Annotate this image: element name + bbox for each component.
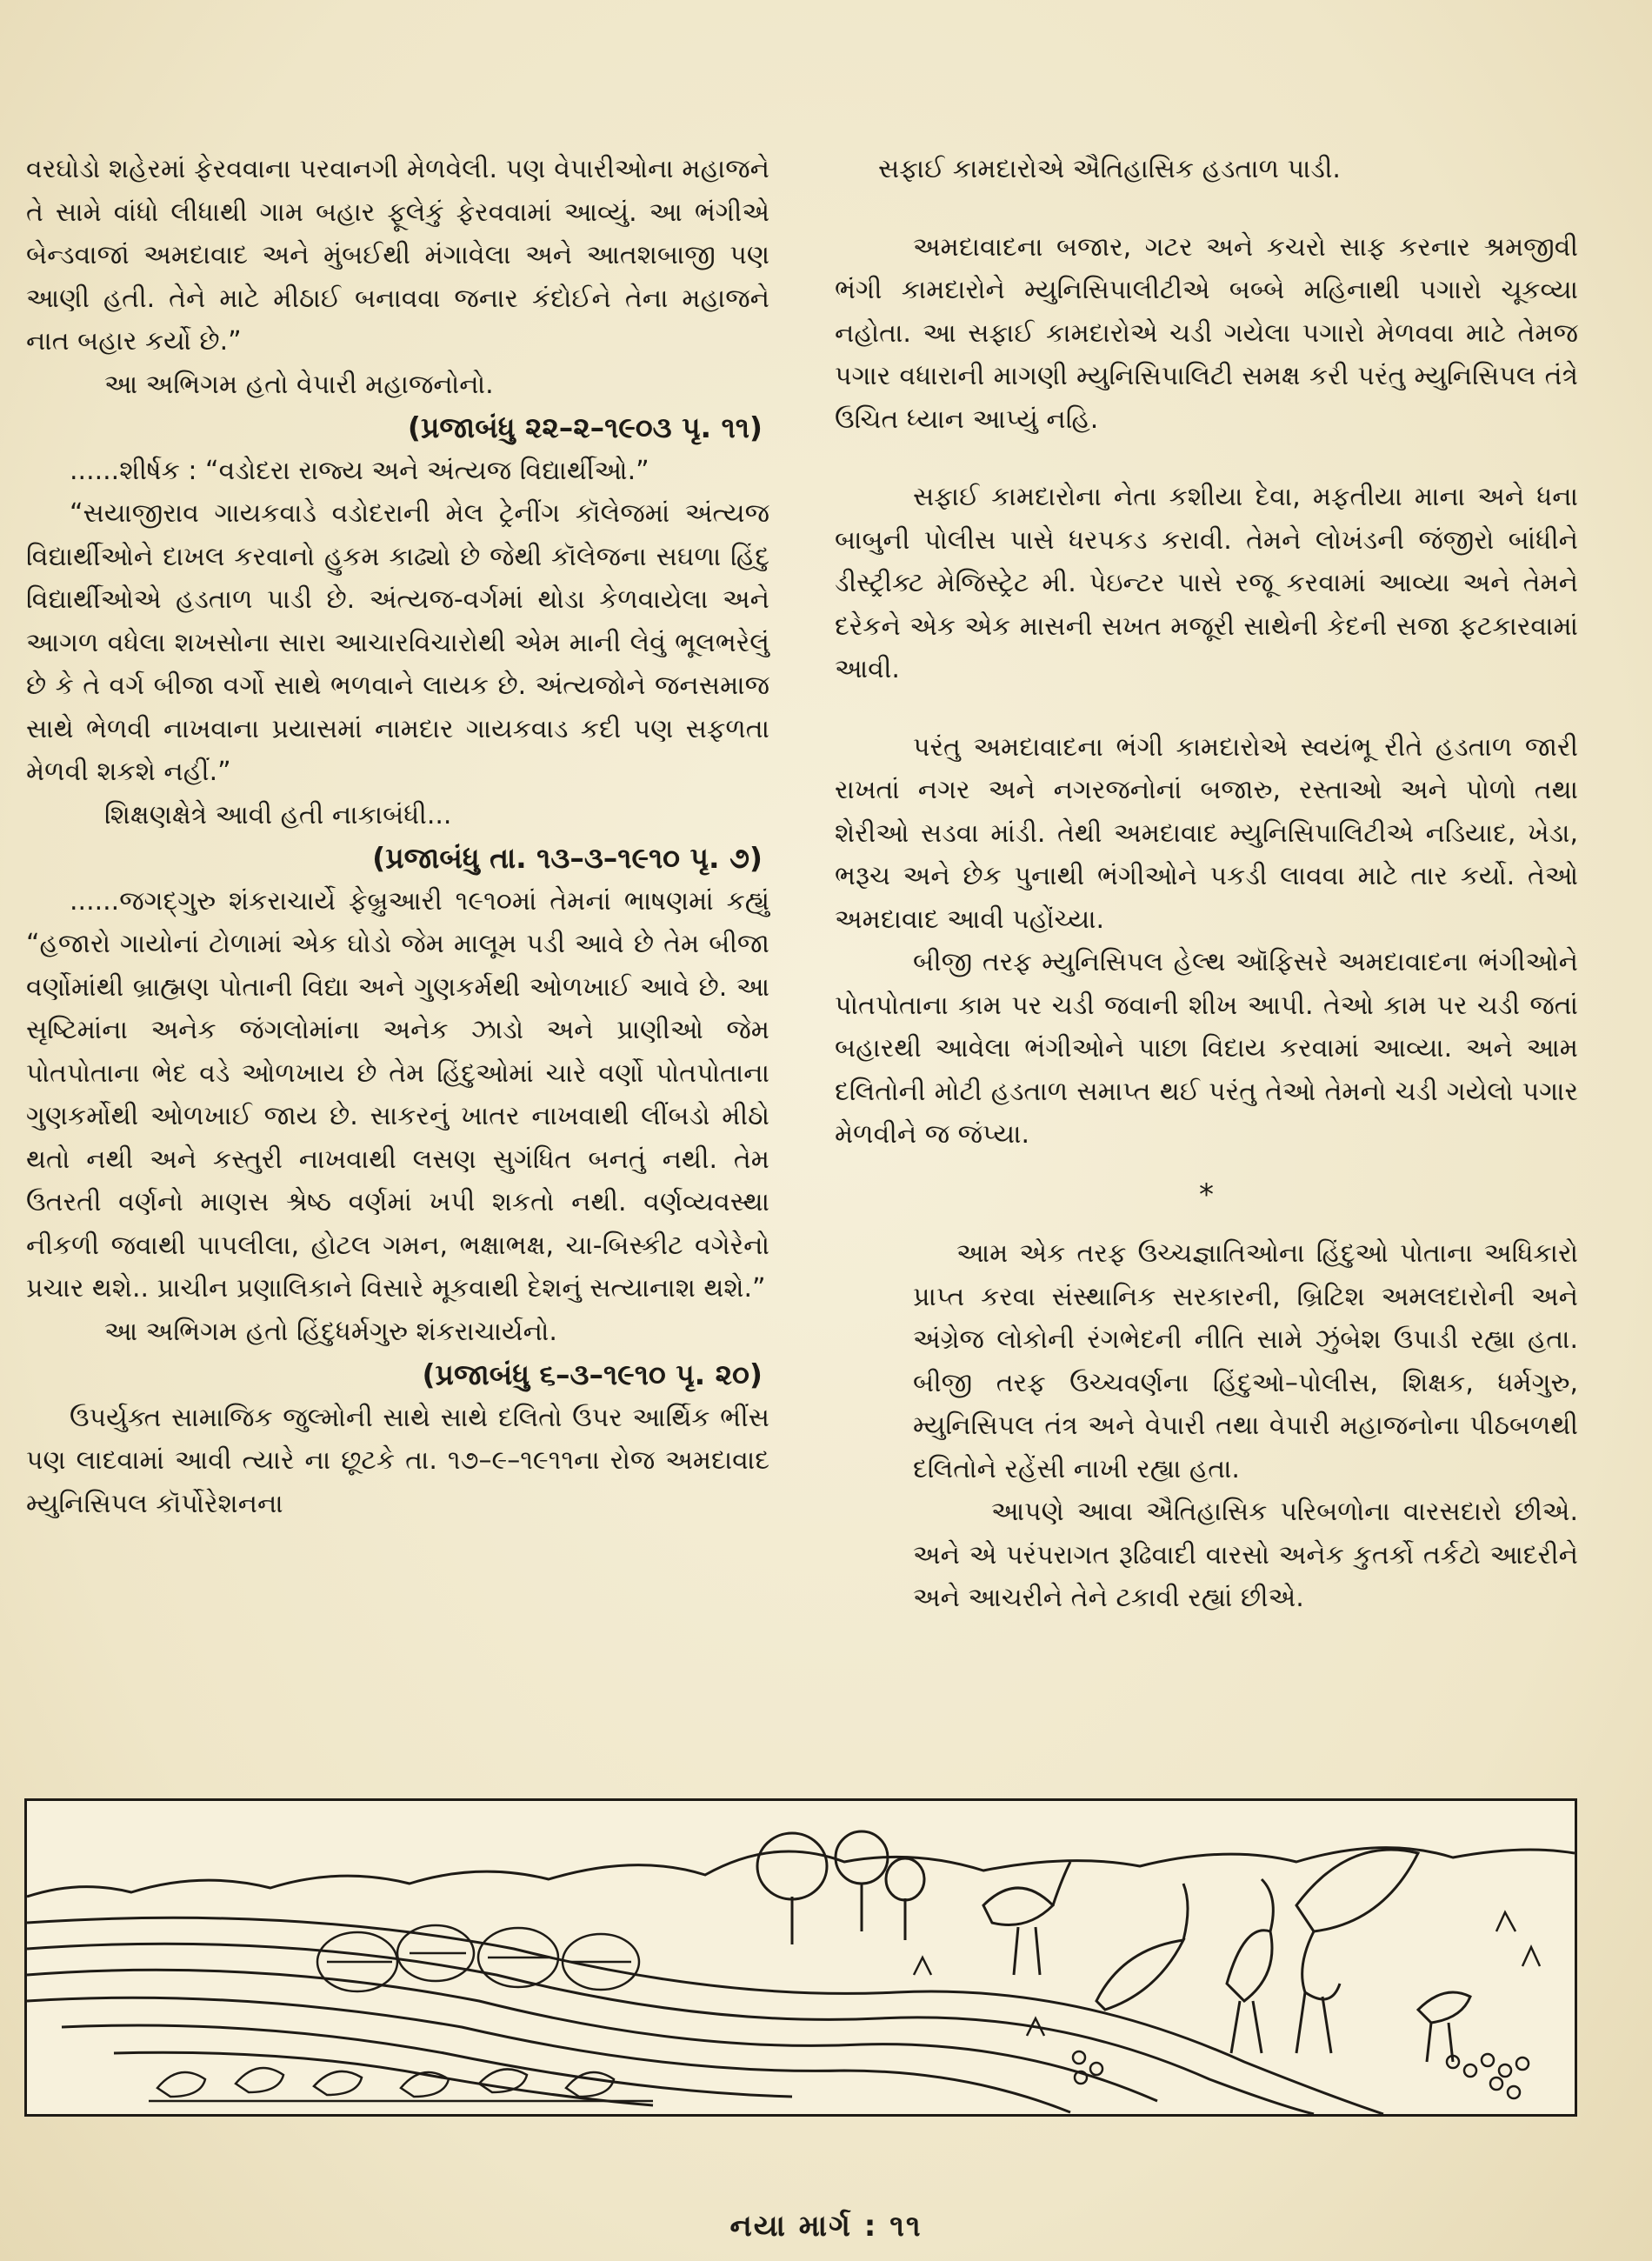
paragraph: અમદાવાદના બજાર, ગટર અને કચરો સાફ કરનાર શ્રમજીવી ભંગી કામદારોને મ્યુનિસિપાલીટીએ બબ્બે મહિનાથી પગારો ચૂકવ્યા નહોતા. આ સફાઈ કામદારોએ ચડી ગયેલા પગારો મેળવવા માટે તેમજ પગાર વધારાની માગણી મ્યુનિસિપાલિટી સમક્ષ કરી પરંતુ મ્યુનિસિપલ તંત્રે ઉચિત ધ્યાન આપ્યું નહિ. (835, 231, 1578, 435)
page-footer: નયા માર્ગ : ૧૧ (729, 2209, 923, 2244)
paragraph: સફાઈ કામદારોના નેતા કશીયા દેવા, મફતીયા માના અને ધના બાબુની પોલીસ પાસે ધરપકડ કરાવી. તેમને લોખંડની જંજીરો બાંધીને ડીસ્ટ્રીક્ટ મેજિસ્ટ્રેટ મી. પેઇન્ટર પાસે રજૂ કરવામાં આવ્યા અને તેમને દરેકને એક એક માસની સખત મજૂરી સાથેની કેદની સજા ફટકારવામાં આવી. (835, 482, 1578, 684)
paragraph: સફાઈ કામદારોએ ઐતિહાસિક હડતાળ પાડી. (878, 154, 1341, 184)
citation: (પ્રજાબંધુ ૨૨–૨–૧૯૦૩ પૃ. ૧૧) (407, 410, 763, 444)
folk-art-illustration (24, 1798, 1577, 2117)
paragraph: વરઘોડો શહેરમાં ફેરવવાના પરવાનગી મેળવેલી. પણ વેપારીઓના મહાજને તે સામે વાંધો લીધાથી ગામ બહાર ફૂલેકું ફેરવવામાં આવ્યું. આ ભંગીએ બેન્ડવાજાં અમદાવાદ અને મુંબઈથી મંગાવેલા અને આતશબાજી પણ આણી હતી. તેને માટે મીઠાઈ બનાવવા જનાર કંદોઈને તેના મહાજને નાત બહાર કર્યો છે.” (26, 154, 769, 357)
paragraph: ......જગદ્ગુરુ શંકરાચાર્યે ફેબ્રુઆરી ૧૯૧૦માં તેમનાં ભાષણમાં કહ્યું “હજારો ગાયોનાં ટોળામાં એક ઘોડો જેમ માલૂમ પડી આવે છે તેમ બીજા વર્ણોમાંથી બ્રાહ્મણ પોતાની વિદ્યા અને ગુણકર્મથી ઓળખાઈ આવે છે. આ સૃષ્ટિમાંના અનેક જંગલોમાંના અનેક ઝાડો અને પ્રાણીઓ જેમ પોતપોતાના ભેદ વડે ઓળખાય છે તેમ હિંદુઓમાં ચારે વર્ણો પોતપોતાના ગુણકર્મોથી ઓળખાઈ જાય છે. સાકરનું ખાતર નાખવાથી લીંબડો મીઠો થતો નથી અને કસ્તુરી નાખવાથી લસણ સુગંધિત બનતું નથી. તેમ ઉતરતી વર્ણનો માણસ શ્રેષ્ઠ વર્ણમાં ખપી શકતો નથી. વર્ણવ્યવસ્થા નીકળી જવાથી પાપલીલા, હોટલ ગમન, ભક્ષાભક્ષ, ચા-બિસ્કીટ વગેરેનો પ્રચાર થશે.. પ્રાચીન પ્રણાલિકાને વિસારે મૂકવાથી દેશનું સત્યાનાશ થશે.” (26, 885, 769, 1304)
paragraph: આ અભિગમ હતો હિંદુધર્મગુરુ શંકરાચાર્યનો. (104, 1316, 557, 1347)
paragraph-heading: ......શીર્ષક : “વડોદરા રાજ્ય અને અંત્યજ વિદ્યાર્થીઓ.” (70, 455, 649, 486)
paragraph: પરંતુ અમદાવાદના ભંગી કામદારોએ સ્વયંભૂ રીતે હડતાળ જારી રાખતાં નગર અને નગરજનોનાં બજારુ, રસ્તાઓ અને પોળો તથા શેરીઓ સડવા માંડી. તેથી અમદાવાદ મ્યુનિસિપાલિટીએ નડિયાદ, ખેડા, ભરૂચ અને છેક પુનાથી ભંગીઓને પકડી લાવવા માટે તાર કર્યો. તેઓ અમદાવાદ આવી પહોંચ્યા. (835, 731, 1578, 935)
paragraph: આપણે આવા ઐતિહાસિક પરિબળોના વારસદારો છીએ. અને એ પરંપરાગત રૂઢિવાદી વારસો અનેક કુતર્કો તર્કટો આદરીને અને આચરીને તેને ટકાવી રહ્યાં છીએ. (913, 1497, 1578, 1613)
citation: (પ્રજાબંધુ ૬–૩–૧૯૧૦ પૃ. ૨૦) (422, 1357, 763, 1391)
citation: (પ્રજાબંધુ તા. ૧૩–૩–૧૯૧૦ પૃ. ૭) (372, 841, 763, 875)
paragraph: આમ એક તરફ ઉચ્ચજ્ઞાતિઓના હિંદુઓ પોતાના અધિકારો પ્રાપ્ત કરવા સંસ્થાનિક સરકારની, બ્રિટિશ અમલદારોની અને અંગ્રેજ લોકોની રંગભેદની નીતિ સામે ઝુંબેશ ઉપાડી રહ્યા હતા. બીજી તરફ ઉચ્ચવર્ણના હિંદુઓ–પોલીસ, શિક્ષક, ધર્મગુરુ, મ્યુનિસિપલ તંત્ર અને વેપારી તથા વેપારી મહાજનોના પીઠબળથી દલિતોને રહેંસી નાખી રહ્યા હતા. (913, 1238, 1578, 1484)
paragraph: બીજી તરફ મ્યુનિસિપલ હેલ્થ ઑફિસરે અમદાવાદના ભંગીઓને પોતપોતાના કામ પર ચડી જવાની શીખ આપી. તેઓ કામ પર ચડી જતાં બહારથી આવેલા ભંગીઓને પાછા વિદાય કરવામાં આવ્યા. અને આમ દલિતોની મોટી હડતાળ સમાપ્ત થઈ પરંતુ તેઓ તેમનો ચડી ગયેલો પગાર મેળવીને જ જંપ્યા. (835, 947, 1578, 1150)
left-column (26, 148, 769, 1525)
section-separator: * (1199, 1177, 1214, 1212)
paragraph: આ અભિગમ હતો વેપારી મહાજનોનો. (104, 369, 494, 400)
paragraph: ઉપર્યુક્ત સામાજિક જુલ્મોની સાથે સાથે દલિતો ઉપર આર્થિક ભીંસ પણ લાદવામાં આવી ત્યારે ના છૂટકે તા. ૧૭–૯–૧૯૧૧ના રોજ અમદાવાદ મ્યુનિસિપલ કૉર્પોરેશનના (26, 1402, 769, 1519)
paragraph: “સયાજીરાવ ગાયકવાડે વડોદરાની મેલ ટ્રેનીંગ કૉલેજમાં અંત્યજ વિદ્યાર્થીઓને દાખલ કરવાનો હુકમ કાઢ્યો છે જેથી કૉલેજના સઘળા હિંદુ વિદ્યાર્થીઓએ હડતાળ પાડી છે. અંત્યજ-વર્ગમાં થોડા કેળવાયેલા અને આગળ વધેલા શખસોના સારા આચારવિચારોથી એમ માની લેવું ભૂલભરેલું છે કે તે વર્ગ બીજા વર્ગો સાથે ભળવાને લાયક છે. અંત્યજોને જનસમાજ સાથે ભેળવી નાખવાના પ્રયાસમાં નામદાર ગાયકવાડ કદી પણ સફળતા મેળવી શકશે નહીં.” (26, 498, 769, 787)
paragraph: શિક્ષણક્ષેત્રે આવી હતી નાકાબંધી... (104, 799, 452, 830)
right-column (835, 148, 1578, 1620)
